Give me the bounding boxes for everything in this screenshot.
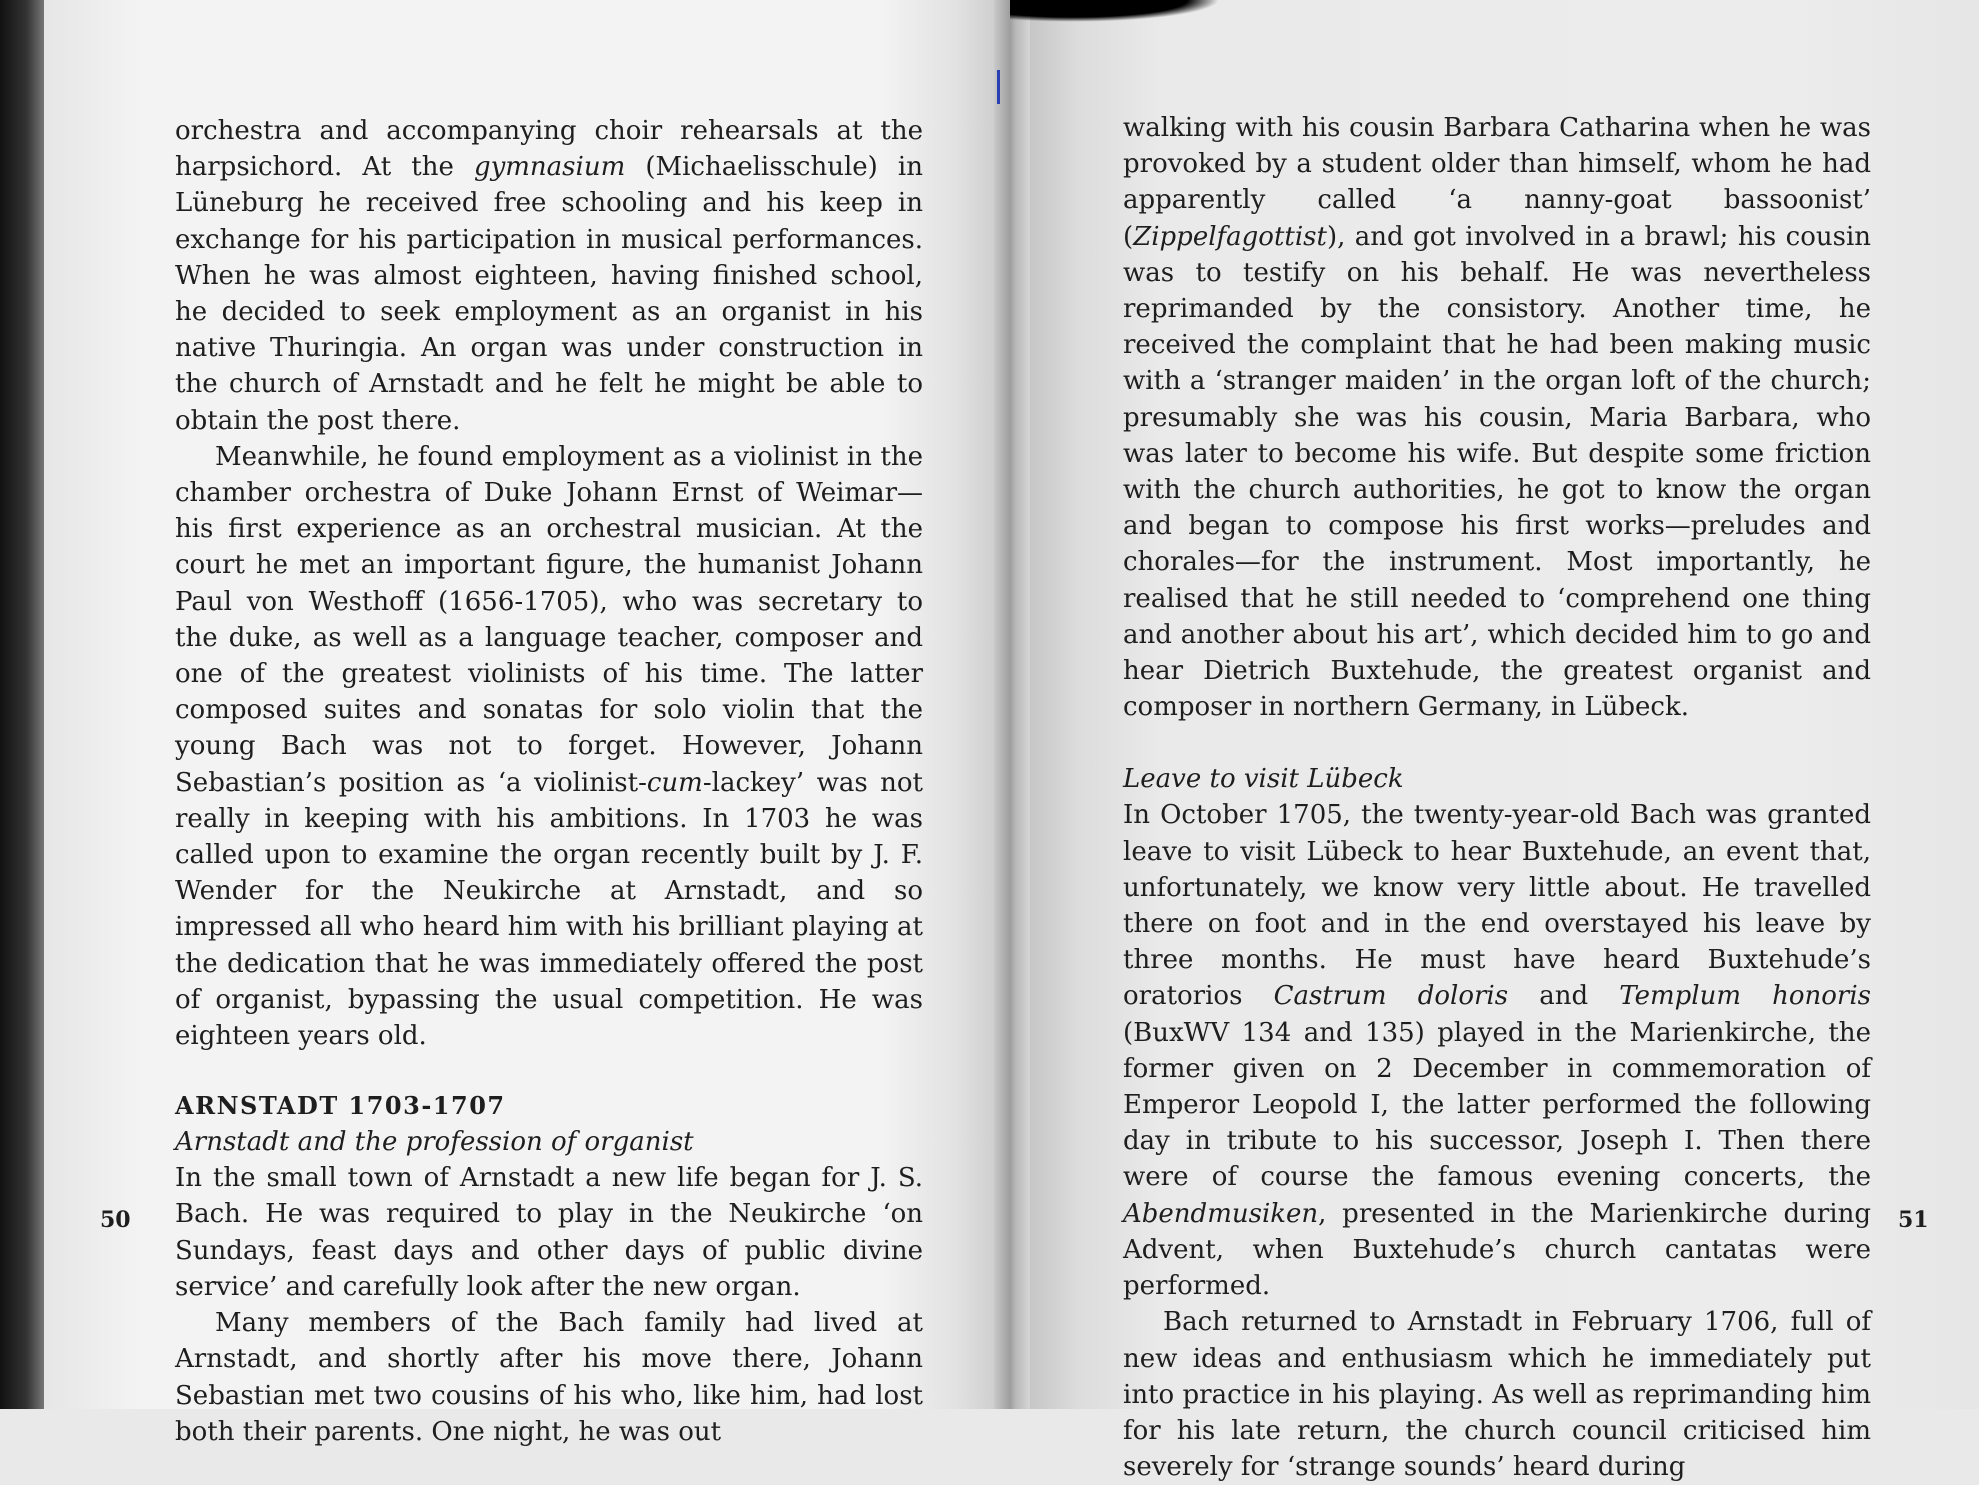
right-paragraphs-after xyxy=(1123,797,1871,1485)
top-edge-shadow xyxy=(1010,0,1220,22)
book-edge-shadow xyxy=(0,0,44,1409)
page-number-left: 50 xyxy=(100,1207,131,1233)
left-text-column xyxy=(175,113,923,1450)
italic-text: Abendmusiken xyxy=(1123,1198,1319,1229)
book-gutter xyxy=(994,0,1030,1409)
paragraph: Meanwhile, he found employment as a violinist in the chamber orchestra of Duke Johann Ernst of Weimar—his first experience as an orchestral musician. At the court he met an important figure, the humanist Johann Paul von Westhoff (1656-1705), who was secretary to the duke, as well as a language teacher, composer and one of the greatest violinists of his time. The latter composed suites and sonatas for solo violin that the young Bach was not to forget. However, Johann Sebastian’s position as ‘a violinist-cum-lackey’ was not really in keeping with his ambitions. In 1703 he was called upon to examine the organ recently built by J. F. Wender for the Neukirche at Arnstadt, and so impressed all who heard him with his brilliant playing at the dedication that he was immediately offered the post of organist, bypassing the usual competition. He was eighteen years old. xyxy=(175,441,924,1052)
section-subheading-right: Leave to visit Lübeck xyxy=(1123,764,1404,795)
paragraph: walking with his cousin Barbara Catharina when he was provoked by a student older than himself, whom he had apparently called ‘a nanny-goat bassoonist’ (Zippelfagottist), and got involved in a brawl; his cousin was to testify on his behalf. He was nevertheless reprimanded by the consistory. Another time, he received the complaint that he had been making music with a ‘stranger maiden’ in the organ loft of the church; presumably she was his cousin, Maria Barbara, who was later to become his wife. But despite some friction with the church authorities, he got to know the organ and began to compose his first works—preludes and chorales—for the instrument. Most importantly, he realised that he still needed to ‘comprehend one thing and another about his art’, which decided him to go and hear Dietrich Buxtehude, the greatest organist and composer in northern Germany, in Lübeck. xyxy=(1123,113,1871,723)
right-text-column xyxy=(1123,110,1871,1485)
paragraph: orchestra and accompanying choir rehearsals at the harpsichord. At the gymnasium (Michaelisschule) in Lüneburg he received free schooling and his keep in exchange for his participation in musical performances. When he was almost eighteen, having finished school, he decided to seek employment as an organist in his native Thuringia. An organ was under construction in the church of Arnstadt and he felt he might be able to obtain the post there. xyxy=(175,116,923,436)
italic-text: Zippelfagottist xyxy=(1133,221,1327,252)
paragraph: In October 1705, the twenty-year-old Bach was granted leave to visit Lübeck to hear Buxtehude, an event that, unfortunately, we know very little about. He travelled there on foot and in the end overstayed his leave by three months. He must have heard Buxtehude’s oratorios Castrum doloris and Templum honoris (BuxWV 134 and 135) played in the Marienkirche, the former given on 2 December in commemoration of Emperor Leopold I, the latter performed the following day in tribute to his successor, Joseph I. Then there were of course the famous evening concerts, the Abendmusiken, presented in the Marienkirche during Advent, when Buxtehude’s church cantatas were performed. xyxy=(1123,800,1871,1302)
left-paragraphs-after xyxy=(175,1160,923,1450)
italic-text: Templum honoris xyxy=(1619,981,1871,1012)
page-number-right: 51 xyxy=(1898,1207,1929,1233)
right-paragraphs-before xyxy=(1123,110,1871,725)
left-paragraphs-before xyxy=(175,113,923,1054)
section-subheading: Arnstadt and the profession of organist xyxy=(175,1127,694,1158)
section-gap xyxy=(1123,725,1871,761)
paragraph: In the small town of Arnstadt a new life began for J. S. Bach. He was required to play in the Neukirche ‘on Sundays, feast days and other days of public divine service’ and carefully look after the new organ. xyxy=(175,1163,923,1302)
italic-text: cum xyxy=(646,767,703,798)
italic-text: Castrum doloris xyxy=(1273,981,1509,1012)
section-heading: ARNSTADT 1703-1707 xyxy=(175,1091,506,1121)
paragraph: Bach returned to Arnstadt in February 1706, full of new ideas and enthusiasm which he immediately put into practice in his playing. As well as reprimanding him for his late return, the church council criticised him severely for ‘strange sounds’ heard during xyxy=(1123,1307,1871,1483)
ribbon-mark xyxy=(997,70,1000,104)
italic-text: gymnasium xyxy=(473,152,626,183)
paragraph: Many members of the Bach family had lived at Arnstadt, and shortly after his move there, Johann Sebastian met two cousins of his who, like him, had lost both their parents. One night, he was out xyxy=(175,1308,923,1447)
